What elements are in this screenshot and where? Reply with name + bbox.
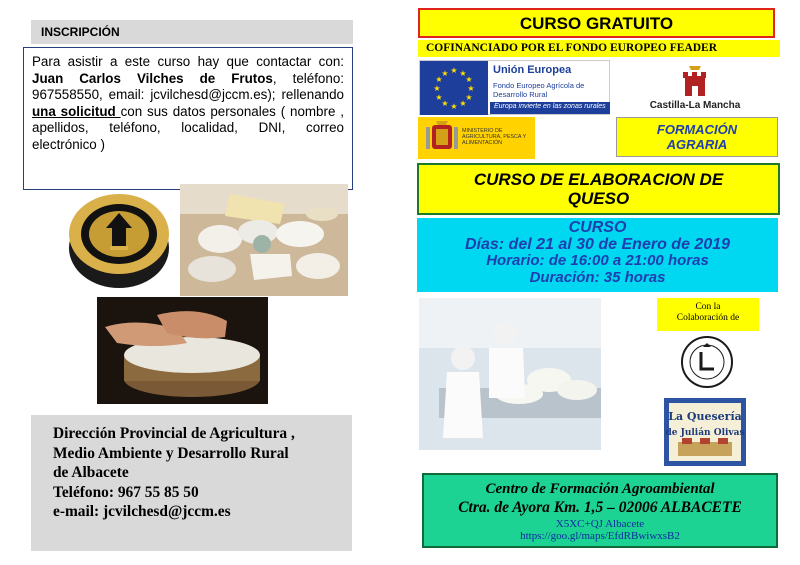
contact-line-2: Medio Ambiente y Desarrollo Rural <box>53 444 289 462</box>
eu-subtitle: Fondo Europeo Agrícola de Desarrollo Rural <box>493 81 585 99</box>
eu-motto: Europa invierte en las zonas rurales <box>490 102 610 114</box>
curso-gratuito-banner: CURSO GRATUITO <box>418 8 775 38</box>
cheese-board-photo <box>180 184 348 296</box>
eu-title: Unión Europea <box>493 64 572 76</box>
castilla-la-mancha-logo <box>637 62 753 114</box>
svg-text:★: ★ <box>459 99 467 108</box>
inscripcion-text-box <box>23 47 353 190</box>
cheese-workers-photo <box>419 298 601 450</box>
ministerio-label: MINISTERIO DE AGRICULTURA, PESCA Y ALIMENTACIÓN <box>462 128 527 146</box>
course-duration: Duración: 35 horas <box>529 268 666 286</box>
coat-of-arms-icon <box>422 117 462 159</box>
course-days: Días: del 21 al 30 de Enero de 2019 <box>464 235 731 253</box>
curso-label: CURSO <box>568 219 627 236</box>
inscripcion-header: INSCRIPCIÓN <box>31 20 353 44</box>
contact-email: e-mail: jcvilchesd@jccm.es <box>53 503 231 521</box>
inscripcion-intro: Para asistir a este curso hay que contactar con: <box>32 54 344 69</box>
centro-plus-code: X5XC+QJ Albacete <box>555 518 645 530</box>
inscripcion-data-list: con sus datos personales ( nombre , apellidos, teléfono, localidad, DNI, correo electrónico ) <box>32 103 344 152</box>
svg-text:★: ★ <box>441 99 449 108</box>
svg-text:★: ★ <box>459 69 467 78</box>
contact-info-box <box>31 415 352 551</box>
svg-text:★: ★ <box>435 93 443 102</box>
formacion-line-1: FORMACIÓN <box>656 122 738 137</box>
course-schedule: Horario: de 16:00 a 21:00 horas <box>486 252 709 269</box>
collaboration-label <box>657 298 759 331</box>
colab-line-2: Colaboración de <box>676 313 740 323</box>
ministerio-logo <box>418 117 535 159</box>
contact-line-3: de Albacete <box>53 464 129 482</box>
cheese-wheel-photo <box>66 188 172 291</box>
svg-text:★: ★ <box>435 75 443 84</box>
eu-flag-icon <box>420 61 488 115</box>
colab-line-1: Con la <box>695 302 721 312</box>
course-title-line-1: CURSO DE ELABORACION DE <box>473 170 724 189</box>
course-dates-box <box>417 218 778 292</box>
centro-address: Ctra. de Ayora Km. 1,5 – 02006 ALBACETE <box>458 499 742 516</box>
inscripcion-contact-details: , teléfono: 967558550, email: jcvilchesd@jccm.es); rellenando <box>32 70 344 103</box>
cofinanciado-banner: COFINANCIADO POR EL FONDO EUROPEO FEADER <box>418 40 780 57</box>
svg-text:★: ★ <box>450 102 458 111</box>
eu-feader-logo <box>419 60 610 115</box>
formacion-line-2: AGRARIA <box>666 137 728 152</box>
svg-text:★: ★ <box>465 93 473 102</box>
contact-name: Juan Carlos Vilches de Frutos <box>32 70 273 86</box>
svg-text:★: ★ <box>465 75 473 84</box>
centro-map-link[interactable]: https://goo.gl/maps/EfdRBwiwxsB2 <box>520 530 680 542</box>
queseria-julian-olivas-logo <box>664 398 746 466</box>
cheese-making-hands-photo <box>97 297 268 404</box>
queseria-line-2: de Julián Olivas <box>665 428 745 438</box>
centro-formacion-box <box>422 473 778 548</box>
formacion-agraria-badge <box>616 117 778 157</box>
course-title-box <box>417 163 780 215</box>
contact-phone: Teléfono: 967 55 85 50 <box>53 483 199 501</box>
svg-text:★: ★ <box>441 69 449 78</box>
contact-line-1: Dirección Provincial de Agricultura , <box>53 425 295 442</box>
centro-name: Centro de Formación Agroambiental <box>485 481 715 497</box>
solicitud-text: una solicitud <box>32 103 121 119</box>
clm-label: Castilla-La Mancha <box>649 100 741 111</box>
queseria-line-1: La Quesería <box>668 410 742 423</box>
castle-icon <box>637 62 753 100</box>
svg-text:★: ★ <box>433 84 441 93</box>
svg-text:★: ★ <box>450 66 458 75</box>
svg-text:★: ★ <box>467 84 475 93</box>
course-title-line-2: QUESO <box>567 189 630 208</box>
dehesa-de-los-llanos-logo <box>671 335 743 389</box>
